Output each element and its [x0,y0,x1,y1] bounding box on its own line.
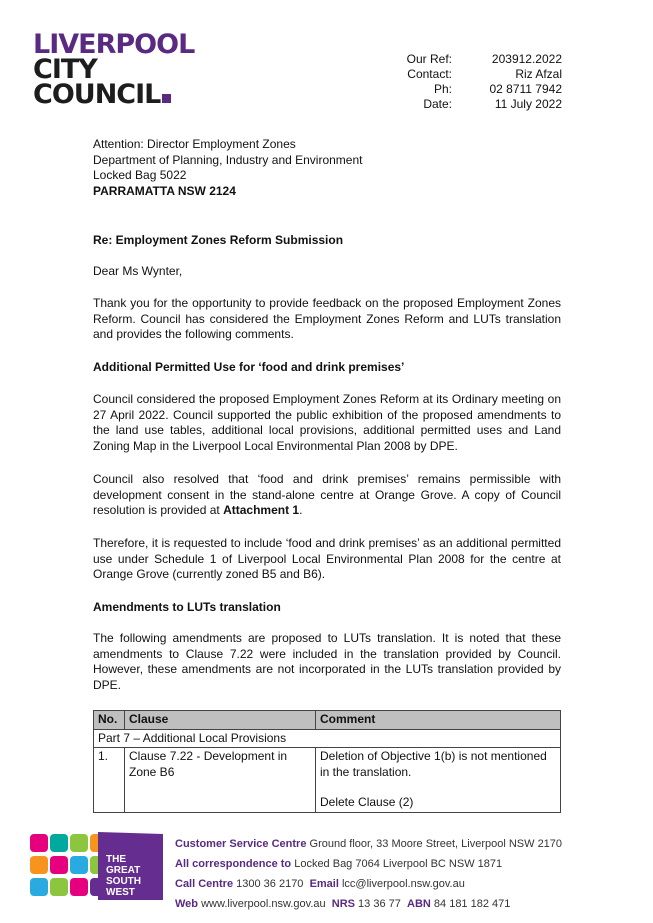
logo-text-line: WEST [106,887,135,898]
table-row [94,748,561,813]
paragraph-ordinary-meeting: Council considered the proposed Employment Zones Reform at its Ordinary meeting on 27 April 2022. Council supported the public exhibition of the proposed amendments to the land use tables, additional local provisions, additional permitted uses and Land Zoning Map in the Liverpool Local Environmental Plan 2008 by DPE. [93,392,561,453]
footer-line: Call Centre 1300 36 2170 Email lcc@liverpool.nsw.gov.au [175,878,465,890]
logo-line-1: LIVERPOOL [33,29,195,60]
column-header-clause: Clause [125,711,316,730]
paragraph-resolution: Council also resolved that ‘food and drink premises’ remains permissible with development consent in the stand-alone centre at Orange Grove. A copy of Council resolution is provided at Attachment 1. [93,472,561,517]
logo-line-2: CITY [33,54,97,85]
ref-value-date: 11 July 2022 [494,97,562,111]
paragraph-intro: Thank you for the opportunity to provide feedback on the proposed Employment Zones Reform. Council has considered the Employment Zones Reform and LUTs translation and provides the following comments. [93,296,561,341]
row-number: 1. [94,748,125,813]
row-comment: Deletion of Objective 1(b) is not mentioned in the translation. Delete Clause (2) [316,748,561,813]
address-line: PARRAMATTA NSW 2124 [93,183,236,198]
column-header-no: No. [94,711,125,730]
section-title: Part 7 – Additional Local Provisions [94,729,561,748]
paragraph-amendments: The following amendments are proposed to LUTs translation. It is noted that these amendments to Clause 7.22 were included in the translation provided by Council. However, these amendments are not incorporated in the LUTs translation provided by DPE. [93,631,561,692]
salutation: Dear Ms Wynter, [93,264,183,278]
ref-label: Contact: [407,67,452,81]
reference-values [489,52,562,112]
footer-line: Customer Service Centre Ground floor, 33 Moore Street, Liverpool NSW 2170 [175,838,563,850]
footer-contact [175,834,562,914]
ref-label: Our Ref: [406,52,452,66]
ref-value-our-ref: 203912.2022 [491,52,562,66]
amendments-table [93,710,561,813]
footer-line: All correspondence to Locked Bag 7064 Liverpool BC NSW 1871 [175,858,503,870]
ref-label: Ph: [433,82,452,96]
logo-dot-icon [162,94,171,103]
recipient-address [93,137,561,199]
address-line: Attention: Director Employment Zones [93,137,296,151]
paragraph-request: Therefore, it is requested to include ‘food and drink premises’ as an additional permitted use under Schedule 1 of Liverpool Local Environmental Plan 2008 for the centre at Orange Grove (currently zoned B5 and B6). [93,536,561,581]
ref-value-phone: 02 8711 7942 [489,82,562,96]
reference-labels [407,52,452,112]
council-logo [33,29,195,110]
column-header-comment: Comment [316,711,561,730]
row-clause: Clause 7.22 - Development in Zone B6 [125,748,316,813]
heading-luts: Amendments to LUTs translation [93,600,281,614]
subject-line: Re: Employment Zones Reform Submission [93,233,344,247]
attachment-reference: Attachment 1 [223,503,300,517]
logo-text-line: GREAT [106,865,141,876]
footer-line: Web www.liverpool.nsw.gov.au NRS 13 36 77 ABN 84 181 182 471 [175,898,511,910]
heading-additional-use: Additional Permitted Use for ‘food and drink premises’ [93,360,405,374]
logo-line-3: COUNCIL [33,82,194,107]
great-south-west-logo [30,832,163,902]
address-line: Locked Bag 5022 [93,168,187,182]
ref-value-contact: Riz Afzal [515,67,562,81]
ref-label: Date: [423,97,452,111]
logo-text-line: THE [106,854,126,865]
table-section-row [94,729,561,748]
table-header-row [94,711,561,730]
address-line: Department of Planning, Industry and Environment [93,152,363,167]
logo-text-line: SOUTH [106,876,141,887]
